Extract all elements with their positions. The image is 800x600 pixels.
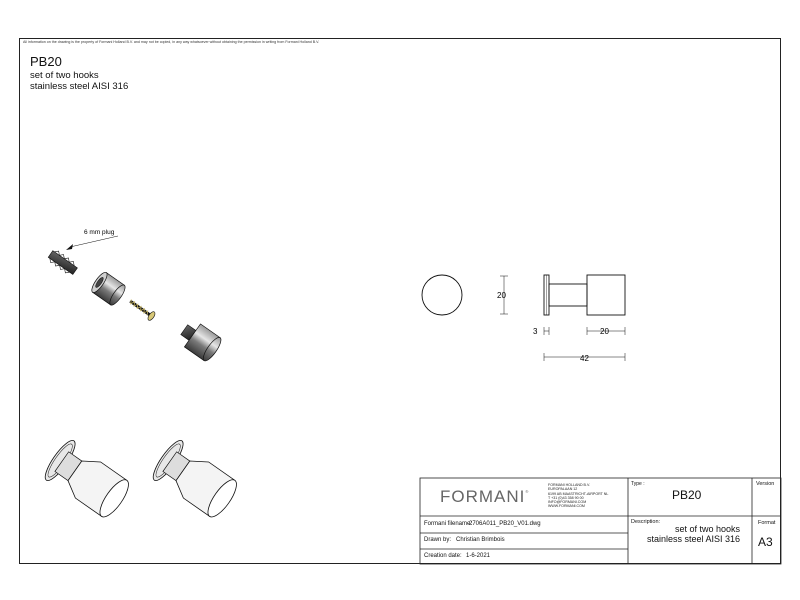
flange-dim-value: 3 (533, 327, 538, 336)
plug-leader-arrow (66, 244, 73, 250)
front-view-circle (422, 275, 462, 315)
format-label: Format (758, 520, 776, 526)
plug-callout-label: 6 mm plug (84, 229, 115, 236)
drawn-by-label: Drawn by: (424, 537, 452, 543)
description-label: Description: (631, 519, 661, 525)
version-label: Version (756, 481, 775, 487)
hook-head-part (176, 318, 224, 363)
plug-leader-line (70, 236, 118, 247)
address-line-2: EUROPALAAN 12 (548, 487, 578, 492)
type-label: Type : (631, 481, 645, 487)
drawn-by-value: Christian Brimbois (456, 537, 505, 543)
filename-label: Formani filename: (424, 521, 473, 527)
assembled-hook-1 (41, 437, 135, 523)
diameter-dim-value: 20 (497, 291, 506, 300)
creation-date-label: Creation date: (424, 553, 462, 559)
filename-value: 2706A011_PB20_V01.dwg (469, 521, 541, 527)
body-dim-value: 20 (600, 327, 609, 336)
company-address (548, 483, 608, 509)
description-line-1: set of two hooks (674, 524, 740, 534)
overall-dim-value: 42 (580, 354, 589, 363)
address-line-6: WWW.FORMANI.COM (548, 504, 585, 509)
creation-date-value: 1-6-2021 (466, 553, 491, 559)
subtitle-line-2: stainless steel AISI 316 (30, 81, 129, 92)
side-view (544, 275, 625, 315)
subtitle-line-1: set of two hooks (30, 70, 99, 81)
screw-part (127, 297, 156, 322)
disclaimer-text: All information on the drawing is the property of Formani Holland B.V. and may not be copied, in any way whatsoever without obtaining the permission in writing from Formani Holland B.V. (23, 40, 320, 44)
plug-part (47, 248, 80, 277)
mount-sleeve-part (89, 270, 127, 307)
address-line-4: T +31 (0)43 358 90 00 (548, 495, 584, 500)
address-line-5: INFO@FORMANI.COM (548, 500, 587, 505)
assembled-hook-2 (149, 437, 243, 523)
product-title: PB20 (30, 54, 62, 69)
format-value: A3 (758, 535, 773, 549)
address-line-1: FORMANI HOLLAND B.V. (548, 483, 591, 487)
description-value (640, 524, 740, 544)
type-value: PB20 (672, 488, 702, 502)
formani-logo: FORMANI® (440, 487, 530, 506)
description-line-2: stainless steel AISI 316 (646, 534, 740, 544)
address-line-3: 6199 AB MAASTRICHT-AIRPORT NL (548, 491, 609, 496)
